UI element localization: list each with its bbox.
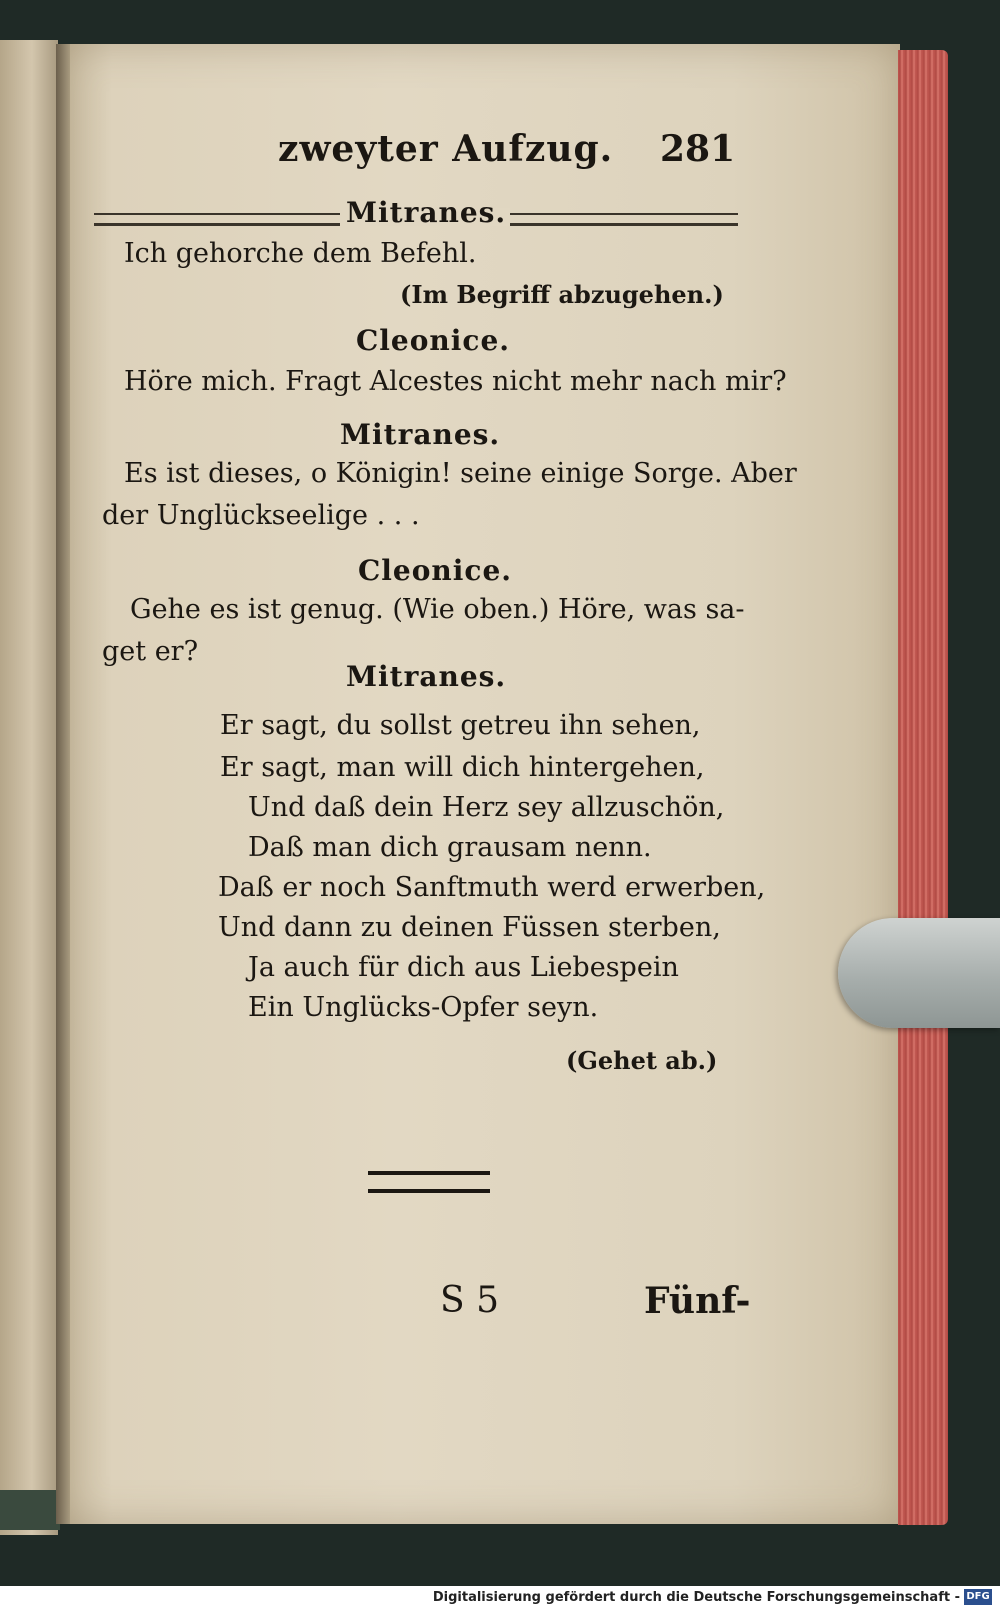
verse-line: Daß er noch Sanftmuth werd erwerben, — [218, 872, 766, 903]
speaker-label: Mitranes. — [346, 660, 507, 693]
dialogue-line: Gehe es ist genug. (Wie oben.) Höre, was sa- — [130, 594, 745, 625]
page-holder-clip — [838, 918, 1000, 1028]
running-title: zweyter Aufzug. — [278, 128, 614, 170]
end-double-rule — [368, 1171, 490, 1193]
speaker-label: Cleonice. — [356, 324, 511, 357]
signature-mark: S 5 — [440, 1280, 500, 1321]
speaker-label: Cleonice. — [358, 554, 513, 587]
verse-line: Ja auch für dich aus Liebespein — [248, 952, 679, 983]
verse-line: Daß man dich grausam nenn. — [248, 832, 652, 863]
verse-line: Er sagt, man will dich hintergehen, — [220, 752, 705, 783]
verse-line: Er sagt, du sollst getreu ihn sehen, — [220, 710, 701, 741]
verse-line: Ein Unglücks-Opfer seyn. — [248, 992, 599, 1023]
dialogue-line: Es ist dieses, o Königin! seine einige Sorge. Aber — [124, 458, 797, 489]
dialogue-line: Ich gehorche dem Befehl. — [124, 238, 477, 269]
stage-direction: (Gehet ab.) — [566, 1046, 718, 1075]
footer-credit: Digitalisierung gefördert durch die Deutsche Forschungsgemeinschaft - — [432, 1590, 960, 1605]
stage-direction: (Im Begriff abzugehen.) — [400, 280, 724, 309]
speaker-label: Mitranes. — [346, 196, 507, 229]
verse-line: Und daß dein Herz sey allzuschön, — [248, 792, 725, 823]
speaker-label: Mitranes. — [340, 418, 501, 451]
dialogue-line: der Unglückseelige . . . — [102, 500, 420, 531]
page-number: 281 — [660, 128, 736, 170]
verse-line: Und dann zu deinen Füssen sterben, — [218, 912, 721, 943]
dialogue-line: Höre mich. Fragt Alcestes nicht mehr nach mir? — [124, 366, 787, 397]
dfg-logo: DFG — [964, 1589, 992, 1605]
dialogue-line: get er? — [102, 636, 199, 667]
catchword: Fünf- — [644, 1280, 751, 1322]
